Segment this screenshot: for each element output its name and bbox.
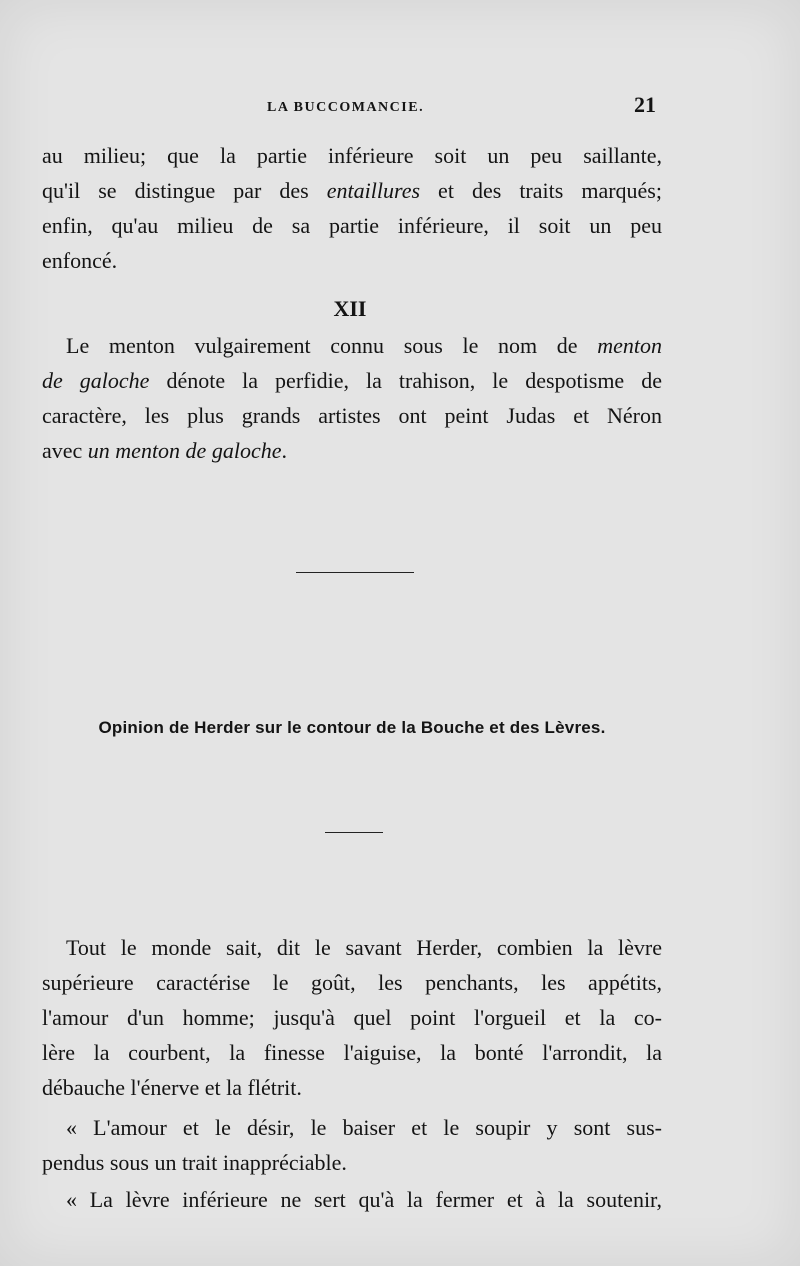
section-divider-rule bbox=[296, 572, 414, 573]
text-line: Tout le monde sait, dit le savant Herder, combien la lèvre bbox=[66, 935, 662, 960]
text-fragment: Le menton vulgairement connu sous le nom de bbox=[66, 333, 598, 358]
page-number: 21 bbox=[634, 92, 656, 117]
text-fragment: et des traits marqués; bbox=[420, 178, 662, 203]
section-numeral: XII bbox=[333, 296, 367, 321]
text-fragment: . bbox=[281, 438, 287, 463]
text-line: l'amour d'un homme; jusqu'à quel point l'orgueil et la co- bbox=[42, 1005, 662, 1030]
text-line: « L'amour et le désir, le baiser et le soupir y sont sus- bbox=[66, 1115, 662, 1140]
text-line bbox=[42, 363, 662, 398]
page-header bbox=[42, 92, 658, 122]
text-line: au milieu; que la partie inférieure soit un peu saillante, bbox=[42, 143, 662, 168]
italic-term: entaillures bbox=[326, 178, 421, 203]
text-line: lère la courbent, la finesse l'aiguise, la bonté l'arrondit, la bbox=[42, 1040, 662, 1065]
text-line bbox=[42, 173, 662, 208]
text-line bbox=[42, 328, 662, 363]
text-line: enfin, qu'au milieu de sa partie inférieure, il soit un peu bbox=[42, 213, 662, 238]
text-line: « La lèvre inférieure ne sert qu'à la fermer et à la soutenir, bbox=[66, 1187, 662, 1212]
text-fragment: qu'il se distingue par des bbox=[42, 178, 327, 203]
italic-term: de galoche bbox=[42, 368, 150, 393]
text-line bbox=[42, 433, 662, 468]
text-line: caractère, les plus grands artistes ont peint Judas et Néron bbox=[42, 403, 662, 428]
text-line: débauche l'énerve et la flétrit. bbox=[42, 1075, 302, 1100]
body-paragraph-1 bbox=[42, 930, 662, 1105]
italic-term: menton bbox=[597, 333, 662, 358]
text-fragment: avec bbox=[42, 438, 88, 463]
running-head: LA BUCCOMANCIE. bbox=[267, 100, 425, 115]
body-paragraph-3 bbox=[42, 1182, 662, 1217]
italic-term: un menton de galoche bbox=[87, 438, 282, 463]
section-11-conclusion bbox=[42, 138, 662, 278]
title-divider-rule bbox=[325, 832, 383, 833]
chapter-title: Opinion de Herder sur le contour de la Bouche et des Lèvres. bbox=[98, 718, 606, 737]
text-line: supérieure caractérise le goût, les penchants, les appétits, bbox=[42, 970, 662, 995]
body-paragraph-2 bbox=[42, 1110, 662, 1180]
section-12-paragraph bbox=[42, 328, 662, 468]
text-fragment: dénote la perfidie, la trahison, le despotisme de bbox=[149, 368, 662, 393]
text-line: enfoncé. bbox=[42, 248, 118, 273]
text-line: pendus sous un trait inappréciable. bbox=[42, 1150, 347, 1175]
